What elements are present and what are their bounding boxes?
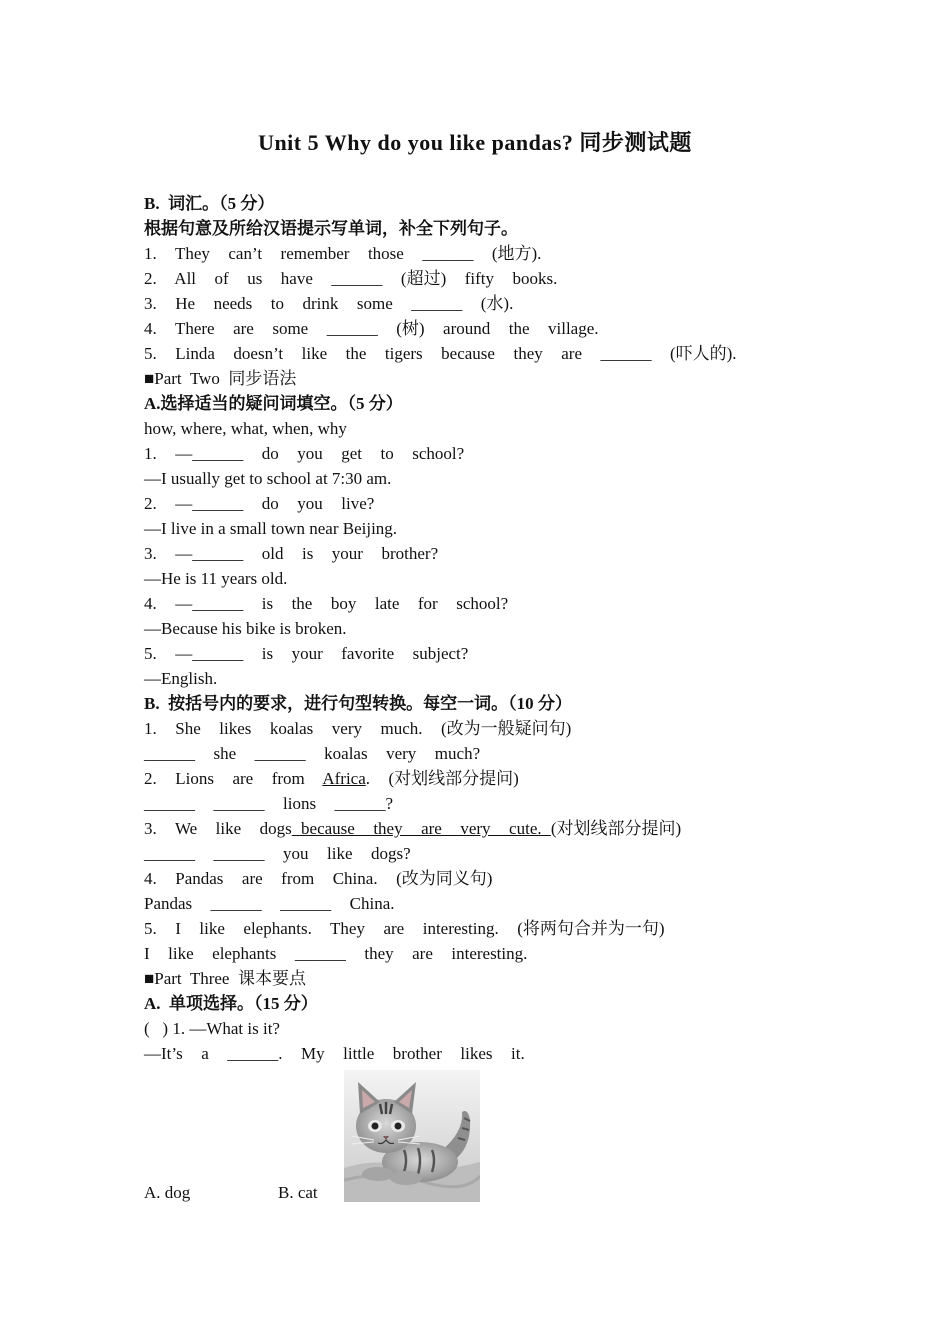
page-title: Unit 5 Why do you like pandas? 同步测试题 <box>258 130 692 155</box>
answer: —He is 11 years old. <box>144 569 288 588</box>
text-before: 3. We like dogs <box>144 819 292 838</box>
question: 1. She likes koalas very much. (改为一般疑问句) <box>144 719 572 738</box>
answer: —I usually get to school at 7:30 am. <box>144 469 392 488</box>
underlined-text: Africa <box>322 769 366 788</box>
question: 4. —______ is the boy late for school? <box>144 594 509 613</box>
answer: —Because his bike is broken. <box>144 619 347 638</box>
answer-blank-line: ______ she ______ koalas very much? <box>144 744 481 763</box>
question: 4. There are some ______ (树) around the village. <box>144 319 599 338</box>
answer: —It’s a ______. My little brother likes it. <box>144 1044 525 1063</box>
question-dogs <box>144 816 844 841</box>
question: 4. Pandas are from China. (改为同义句) <box>144 869 493 888</box>
section-heading-vocab: B. 词汇。（5 分） <box>144 194 275 213</box>
question: 5. I like elephants. They are interesting. (将两句合并为一句) <box>144 919 665 938</box>
worksheet-content <box>144 191 844 1206</box>
choice-options-row <box>144 1066 844 1206</box>
section-heading-grammar: A.选择适当的疑问词填空。（5 分） <box>144 394 403 413</box>
question: ( ) 1. —What is it? <box>144 1019 280 1038</box>
question: 5. Linda doesn’t like the tigers because they are ______ (吓人的). <box>144 344 737 363</box>
question: 1. They can’t remember those ______ (地方). <box>144 244 542 263</box>
part-heading-two: ■Part Two 同步语法 <box>144 369 297 388</box>
answer-blank-line: Pandas ______ ______ China. <box>144 894 395 913</box>
answer-blank-line: ______ ______ you like dogs? <box>144 844 411 863</box>
kitten-photo-icon <box>344 1070 480 1202</box>
question: 5. —______ is your favorite subject? <box>144 644 469 663</box>
question: 2. —______ do you live? <box>144 494 375 513</box>
text-after: . (对划线部分提问) <box>365 769 519 788</box>
text-before: 2. Lions are from <box>144 769 323 788</box>
section-heading-transform: B. 按括号内的要求，进行句型转换。每空一词。（10 分） <box>144 694 572 713</box>
question: 3. He needs to drink some ______ (水). <box>144 294 514 313</box>
option-b: B. cat <box>278 1183 318 1202</box>
answer-blank-line: ______ ______ lions ______? <box>144 794 394 813</box>
instruction: 根据句意及所给汉语提示写单词，补全下列句子。 <box>144 219 518 238</box>
question-lions <box>144 766 844 791</box>
text-after: (对划线部分提问) <box>550 819 682 838</box>
question: 3. —______ old is your brother? <box>144 544 439 563</box>
section-heading-choice: A. 单项选择。（15 分） <box>144 994 318 1013</box>
question: 1. —______ do you get to school? <box>144 444 465 463</box>
part-heading-three: ■Part Three 课本要点 <box>144 969 306 988</box>
answer-blank-line: I like elephants ______ they are interesting. <box>144 944 528 963</box>
answer: —English. <box>144 669 218 688</box>
answer: —I live in a small town near Beijing. <box>144 519 398 538</box>
option-a: A. dog <box>144 1183 191 1202</box>
question: 2. All of us have ______ (超过) fifty books. <box>144 269 558 288</box>
word-bank: how, where, what, when, why <box>144 419 347 438</box>
underlined-text: because they are very cute. <box>291 819 551 838</box>
